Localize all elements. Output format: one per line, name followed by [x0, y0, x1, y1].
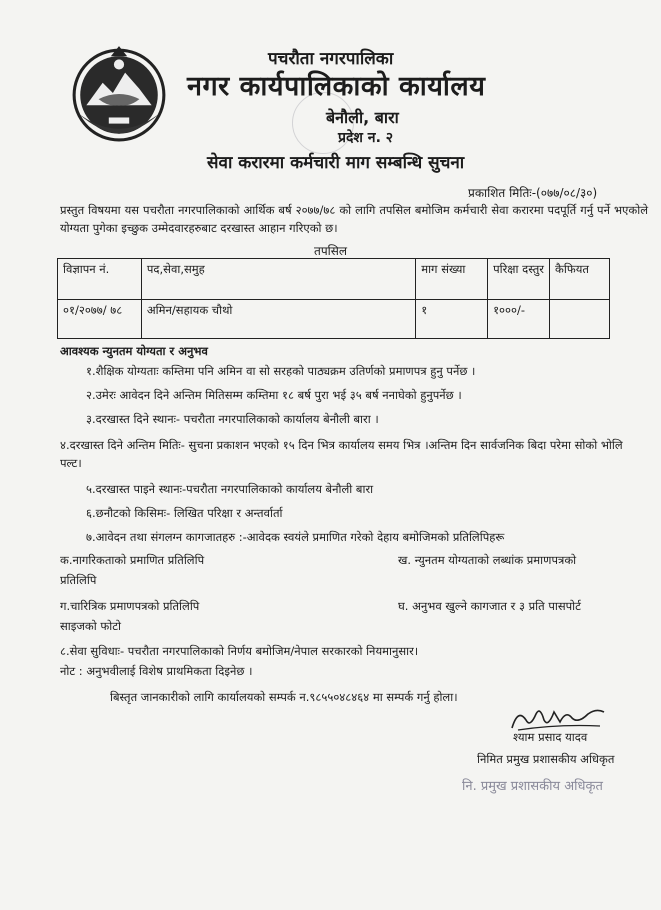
doc-photo: साइजको फोटो: [60, 619, 122, 633]
requirements-heading: आवश्यक न्युनतम योग्यता र अनुभव: [60, 344, 208, 358]
table-row: [58, 300, 610, 339]
cell-remarks: [550, 300, 610, 339]
designation-stamp: नि. प्रमुख प्रशासकीय अधिकृत: [462, 779, 603, 794]
cell-fee: १०००/-: [488, 300, 550, 339]
cell-post: अमिन/सहायक चौथो: [141, 300, 415, 339]
doc-character: ग.चारित्रिक प्रमाणपत्रको प्रतिलिपि: [60, 599, 200, 613]
item-age: २.उमेरः आवेदन दिने अन्तिम मितिसम्म कम्तिमा १८ बर्ष पुरा भई ३५ बर्ष ननाघेको हुनुपर्नेछ ।: [86, 388, 462, 402]
contact-info: बिस्तृत जानकारीको लागि कार्यालयको सम्पर्क न.९८५५०४८४६४ मा सम्पर्क गर्नु होला।: [110, 690, 458, 704]
col-header-remarks: कैफियत: [550, 259, 610, 300]
doc-experience: घ. अनुभव खुल्ने कागजात र ३ प्रति पासपोर्ट: [398, 599, 581, 613]
item-deadline: ४.दरखास्त दिने अन्तिम मितिः- सुचना प्रकाशन भएको १५ दिन भित्र कार्यालय समय भित्र ।अन्तिम दिन सार्वजनिक बिदा परेमा सोको भोलि पल्ट।: [60, 438, 623, 470]
doc-transcript-cont: प्रतिलिपि: [60, 573, 97, 587]
published-date: प्रकाशित मितिः-(०७७/०८/३०): [468, 186, 598, 200]
intro-paragraph: प्रस्तुत विषयमा यस पचरौता नगरपालिकाको आर्थिक बर्ष २०७७/७८ को लागि तपसिल बमोजिम कर्मचारी सेवा करारमा पदपूर्ति गर्नु पर्ने भएकोले योग्यता पुगेका इच्छुक उम्मेदवारहरुबाट दरखास्त आहान गरिएको छ।: [60, 203, 648, 235]
province: प्रदेश न. २: [338, 130, 394, 146]
item-education: १.शैक्षिक योग्यताः कम्तिमा पनि अमिन वा सो सरहको पाठ्यक्रम उतिर्णको प्रमाणपत्र हुनु पर्नेछ ।: [86, 364, 476, 378]
item-benefits: ८.सेवा सुविधाः- पचरौता नगरपालिकाको निर्णय बमोजिम/नेपाल सरकारको नियमानुसार।: [60, 644, 419, 658]
item-form-place: ५.दरखास्त पाइने स्थानः-पचरौता नगरपालिकाको कार्यालय बेनौली बारा: [86, 482, 374, 496]
col-header-ad-no: विज्ञापन नं.: [58, 259, 142, 300]
vacancy-table: [57, 258, 610, 339]
office-title: नगर कार्यपालिकाको कार्यालय: [187, 71, 486, 102]
cell-demand: १: [416, 300, 488, 339]
item-apply-place: ३.दरखास्त दिने स्थानः- पचरौता नगरपालिकाको कार्यालय बेनौली बारा ।: [86, 412, 379, 426]
col-header-demand: माग संख्या: [416, 259, 488, 300]
signer-name: श्याम प्रसाद यादव: [513, 730, 588, 744]
office-location: बेनौली, बारा: [326, 108, 399, 127]
nepal-emblem-icon: [68, 42, 170, 144]
cell-ad-no: ०१/२०७७/ ७८: [58, 300, 142, 339]
col-header-post: पद,सेवा,समुह: [141, 259, 415, 300]
details-heading: तपसिल: [313, 244, 347, 258]
notice-subject: सेवा करारमा कर्मचारी माग सम्बन्धि सुचना: [207, 153, 465, 173]
col-header-fee: परिक्षा दस्तुर: [488, 259, 550, 300]
table-header-row: [58, 259, 610, 300]
municipality-name: पचरौता नगरपालिका: [268, 49, 394, 69]
item-documents: ७.आवेदन तथा संगलग्न कागजातहरु :-आवेदक स्वयंले प्रमाणित गरेको देहाय बमोजिमको प्रतिलिपिहरू: [86, 530, 505, 544]
item-selection: ६.छनौटको किसिमः- लिखित परिक्षा र अन्तर्वार्ता: [86, 506, 283, 520]
note: नोट : अनुभवीलाई विशेष प्राथमिकता दिइनेछ ।: [60, 664, 253, 678]
signer-designation: निमित प्रमुख प्रशासकीय अधिकृत: [477, 752, 615, 766]
doc-citizenship: क.नागरिकताको प्रमाणित प्रतिलिपि: [60, 553, 205, 567]
doc-transcript: ख. न्युनतम योग्यताको लब्धांक प्रमाणपत्रको: [398, 553, 577, 567]
